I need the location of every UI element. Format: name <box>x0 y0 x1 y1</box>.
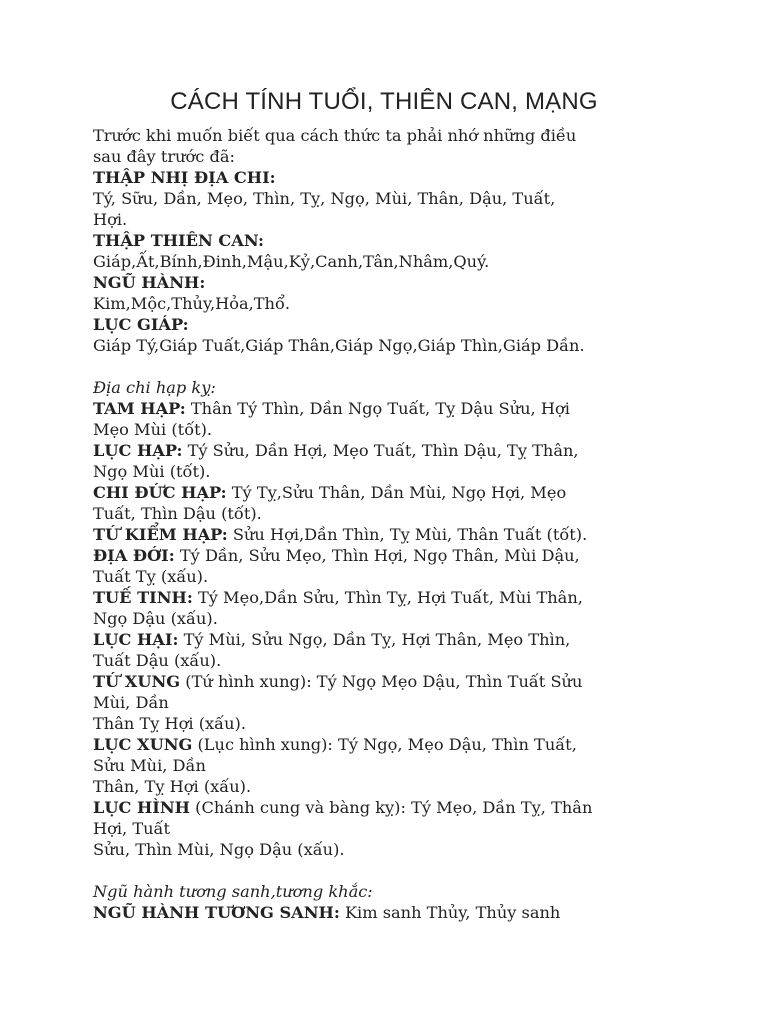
entry-label: NGŨ HÀNH TƯƠNG SANH: <box>93 903 340 922</box>
entry-label: LỤC XUNG <box>93 735 193 754</box>
document-body <box>93 125 693 923</box>
entry-ngu-hanh-tuong-sanh <box>93 902 693 923</box>
entry-text: Tý Dần, Sửu Mẹo, Thìn Hợi, Ngọ Thân, Mùi Dậu, Tuất Tỵ (xấu). <box>93 546 580 586</box>
heading-label: THẬP NHỊ ĐỊA CHI: <box>93 168 276 187</box>
entry-luc-hinh <box>93 797 693 860</box>
section-dia-chi-hap-ky <box>93 377 693 398</box>
heading-thap-nhi-dia-chi <box>93 167 693 188</box>
entry-chi-duc-hap <box>93 482 693 524</box>
entry-text: Tý Mùi, Sửu Ngọ, Dần Tỵ, Hợi Thân, Mẹo Thìn, Tuất Dậu (xấu). <box>93 630 571 670</box>
entry-text: (Tứ hình xung): Tý Ngọ Mẹo Dậu, Thìn Tuất Sửu Mùi, Dần Thân Tỵ Hợi (xấu). <box>93 672 583 733</box>
thap-nhi-dia-chi-text: Tý, Sữu, Dần, Mẹo, Thìn, Tỵ, Ngọ, Mùi, Thân, Dậu, Tuất, Hợi. <box>93 189 556 229</box>
luc-giap-text: Giáp Tý,Giáp Tuất,Giáp Thân,Giáp Ngọ,Giáp Thìn,Giáp Dần. <box>93 336 585 355</box>
section-ngu-hanh-tuong-sanh-khac <box>93 881 693 902</box>
heading-luc-giap <box>93 314 693 335</box>
heading-label: LỤC GIÁP: <box>93 315 189 334</box>
entry-text: (Chánh cung và bàng kỵ): Tý Mẹo, Dần Tỵ, Thân Hợi, Tuất Sửu, Thìn Mùi, Ngọ Dậu (xấu). <box>93 798 593 859</box>
entry-text: Sửu Hợi,Dần Thìn, Tỵ Mùi, Thân Tuất (tốt). <box>227 525 588 544</box>
entry-label: TỨ KIỂM HẠP: <box>93 525 228 544</box>
entry-label: CHI ĐỨC HẠP: <box>93 483 227 502</box>
entry-label: ĐỊA ĐỚI: <box>93 546 175 565</box>
document-title: CÁCH TÍNH TUỔI, THIÊN CAN, MẠNG <box>170 88 598 115</box>
entry-tue-tinh <box>93 587 693 629</box>
entry-text: Tý Tỵ,Sửu Thân, Dần Mùi, Ngọ Hợi, Mẹo Tuất, Thìn Dậu (tốt). <box>93 483 567 523</box>
entry-label: LỤC HẠI: <box>93 630 179 649</box>
section-label: Địa chi hạp kỵ: <box>93 378 216 397</box>
section-label: Ngũ hành tương sanh,tương khắc: <box>93 882 373 901</box>
entry-label: TỨ XUNG <box>93 672 181 691</box>
entry-tu-kiem-hap <box>93 524 693 545</box>
entry-text: (Lục hình xung): Tý Ngọ, Mẹo Dậu, Thìn Tuất, Sửu Mùi, Dần Thân, Tỵ Hợi (xấu). <box>93 735 577 796</box>
heading-thap-thien-can <box>93 230 693 251</box>
entry-text: Kim sanh Thủy, Thủy sanh <box>339 903 561 922</box>
entry-luc-xung <box>93 734 693 797</box>
entry-text: Tý Mẹo,Dần Sửu, Thìn Tỵ, Hợi Tuất, Mùi Thân, Ngọ Dậu (xấu). <box>93 588 583 628</box>
entry-label: TUẾ TINH: <box>93 588 193 607</box>
intro-paragraph: Trước khi muốn biết qua cách thức ta phải nhớ những điều sau đây trước đã: <box>93 126 577 166</box>
entry-label: LỤC HẠP: <box>93 441 183 460</box>
entry-luc-hai <box>93 629 693 671</box>
entry-dia-doi <box>93 545 693 587</box>
entry-label: TAM HẠP: <box>93 399 186 418</box>
entry-tam-hap <box>93 398 693 440</box>
ngu-hanh-text: Kim,Mộc,Thủy,Hỏa,Thổ. <box>93 294 291 313</box>
entry-text: Tý Sửu, Dần Hợi, Mẹo Tuất, Thìn Dậu, Tỵ Thân, Ngọ Mùi (tốt). <box>93 441 579 481</box>
entry-luc-hap <box>93 440 693 482</box>
thap-thien-can-text: Giáp,Ất,Bính,Đinh,Mậu,Kỷ,Canh,Tân,Nhâm,Quý. <box>93 252 490 271</box>
entry-label: LỤC HÌNH <box>93 798 190 817</box>
paragraph-gap <box>93 356 693 377</box>
paragraph-gap <box>93 860 693 881</box>
entry-tu-xung <box>93 671 693 734</box>
heading-label: THẬP THIÊN CAN: <box>93 231 265 250</box>
heading-label: NGŨ HÀNH: <box>93 273 206 292</box>
entry-text: Thân Tý Thìn, Dần Ngọ Tuất, Tỵ Dậu Sửu, Hợi Mẹo Mùi (tốt). <box>93 399 570 439</box>
heading-ngu-hanh <box>93 272 693 293</box>
